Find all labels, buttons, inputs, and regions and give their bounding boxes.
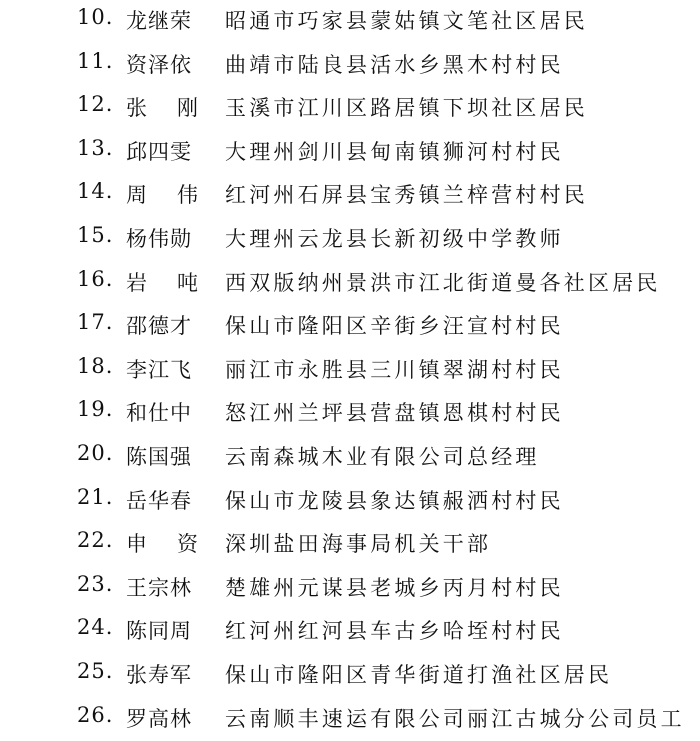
person-description: 红河州红河县车古乡哈垤村村民: [225, 615, 564, 645]
entry-number: 14.: [77, 179, 113, 203]
person-name: 张 刚: [126, 92, 198, 122]
entry-number: 17.: [77, 310, 113, 334]
list-item: [0, 0, 700, 44]
entry-number: 20.: [77, 441, 113, 465]
person-description: 曲靖市陆良县活水乡黑木村村民: [225, 49, 564, 79]
entry-number: 16.: [77, 267, 113, 291]
person-description: 楚雄州元谋县老城乡丙月村村民: [225, 572, 564, 602]
person-description: 保山市龙陵县象达镇赧洒村村民: [225, 485, 564, 515]
list-item: [0, 610, 700, 654]
person-name: 龙继荣: [126, 5, 198, 35]
person-name: 周 伟: [126, 179, 198, 209]
list-item: [0, 305, 700, 349]
person-name: 陈同周: [126, 615, 198, 645]
entry-number: 15.: [77, 223, 113, 247]
person-name: 邱四雯: [126, 136, 198, 166]
person-name: 岩 吨: [126, 267, 198, 297]
person-description: 大理州剑川县甸南镇狮河村村民: [225, 136, 564, 166]
entry-number: 24.: [77, 615, 113, 639]
list-item: [0, 436, 700, 480]
entry-number: 21.: [77, 485, 113, 509]
list-item: [0, 218, 700, 262]
list-item: [0, 698, 700, 741]
person-description: 云南森城木业有限公司总经理: [225, 441, 540, 471]
entry-number: 22.: [77, 528, 113, 552]
list-item: [0, 523, 700, 567]
person-description: 昭通市巧家县蒙姑镇文笔社区居民: [225, 5, 588, 35]
list-item: [0, 44, 700, 88]
person-name: 资泽依: [126, 49, 198, 79]
list-item: [0, 392, 700, 436]
entry-number: 19.: [77, 397, 113, 421]
person-description: 大理州云龙县长新初级中学教师: [225, 223, 564, 253]
person-name: 邵德才: [126, 310, 198, 340]
entry-number: 13.: [77, 136, 113, 160]
entry-number: 25.: [77, 659, 113, 683]
person-description: 西双版纳州景洪市江北街道曼各社区居民: [225, 267, 661, 297]
entry-number: 26.: [77, 703, 113, 727]
person-name: 和仕中: [126, 397, 198, 427]
person-description: 玉溪市江川区路居镇下坝社区居民: [225, 92, 588, 122]
person-name: 陈国强: [126, 441, 198, 471]
person-description: 深圳盐田海事局机关干部: [225, 528, 491, 558]
list-item: [0, 131, 700, 175]
list-item: [0, 480, 700, 524]
person-name: 张寿军: [126, 659, 198, 689]
person-description: 云南顺丰速运有限公司丽江古城分公司员工: [225, 703, 685, 733]
entry-number: 18.: [77, 354, 113, 378]
person-description: 丽江市永胜县三川镇翠湖村村民: [225, 354, 564, 384]
person-description: 怒江州兰坪县营盘镇恩棋村村民: [225, 397, 564, 427]
person-name: 岳华春: [126, 485, 198, 515]
list-item: [0, 87, 700, 131]
person-name: 王宗林: [126, 572, 198, 602]
list-item: [0, 654, 700, 698]
entry-number: 10.: [77, 5, 113, 29]
list-item: [0, 174, 700, 218]
person-name: 李江飞: [126, 354, 198, 384]
person-name: 罗高林: [126, 703, 198, 733]
person-name: 杨伟勋: [126, 223, 198, 253]
person-description: 保山市隆阳区辛街乡汪宣村村民: [225, 310, 564, 340]
list-item: [0, 567, 700, 611]
person-description: 红河州石屏县宝秀镇兰梓营村村民: [225, 179, 588, 209]
entry-number: 12.: [77, 92, 113, 116]
entry-number: 11.: [77, 49, 113, 73]
person-name: 申 资: [126, 528, 198, 558]
entry-number: 23.: [77, 572, 113, 596]
list-item: [0, 349, 700, 393]
list-item: [0, 262, 700, 306]
person-description: 保山市隆阳区青华街道打渔社区居民: [225, 659, 612, 689]
